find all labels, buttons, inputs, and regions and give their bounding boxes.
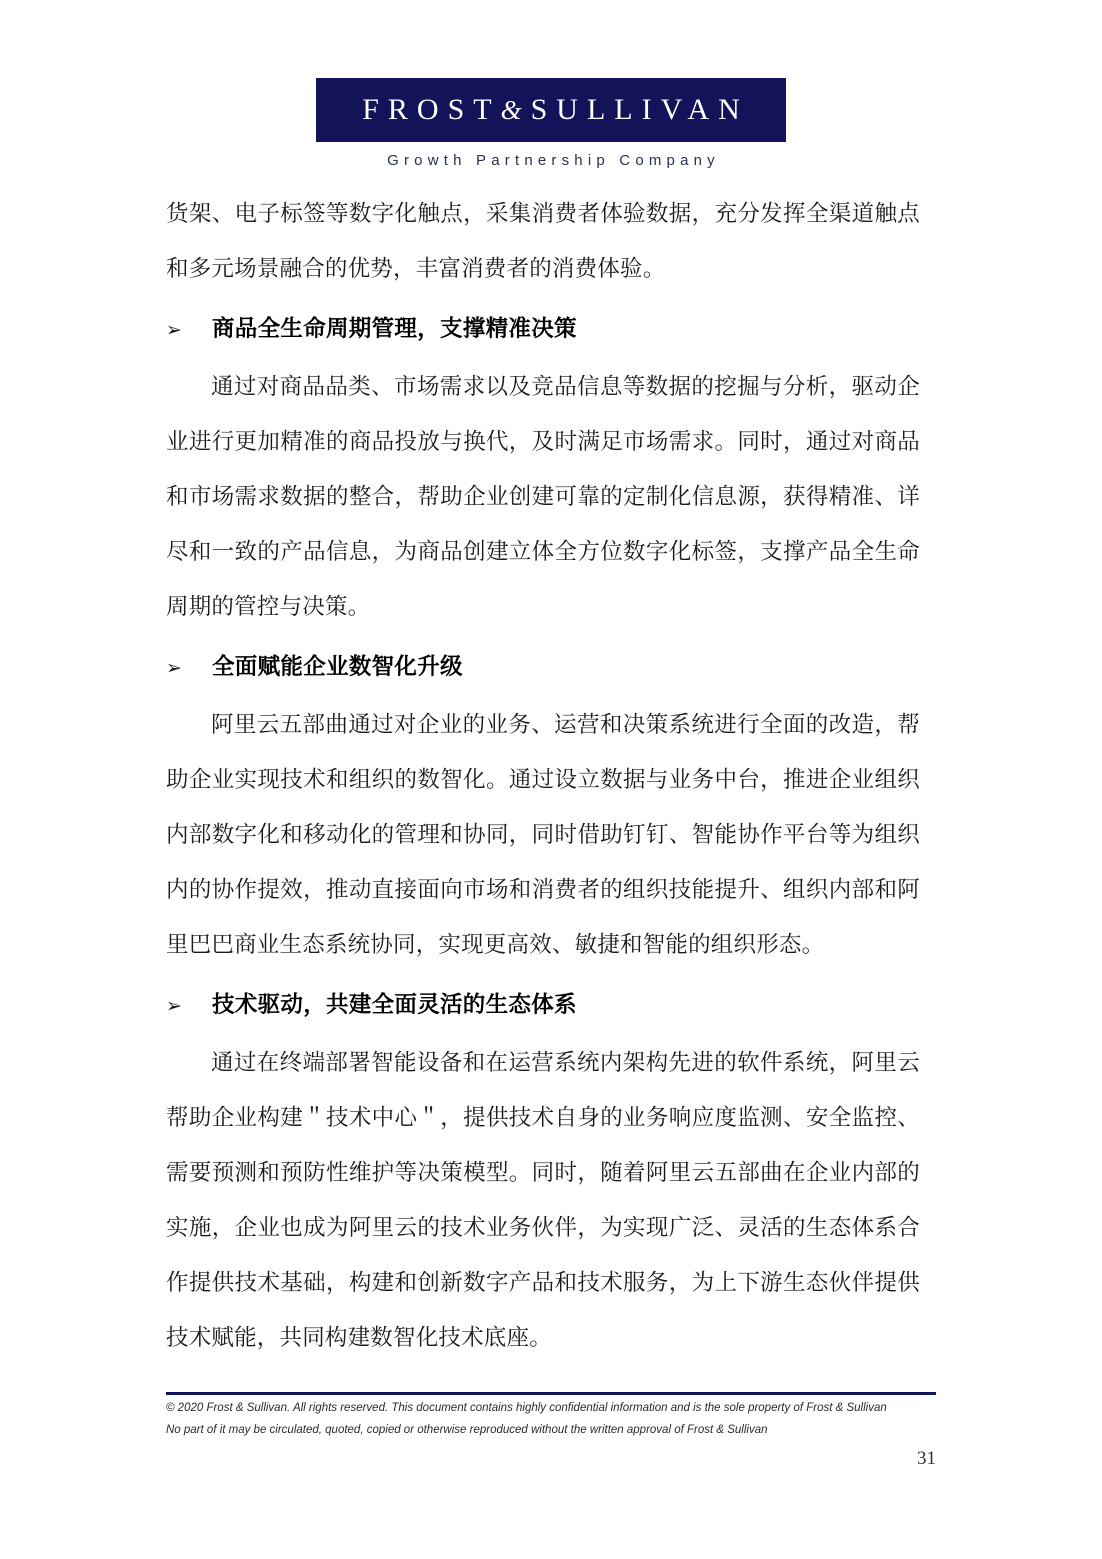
- logo-wordmark-sullivan: SULLIVAN: [530, 92, 749, 126]
- ampersand-icon: &: [500, 94, 531, 125]
- section-heading: 商品全生命周期管理，支撑精准决策: [212, 316, 577, 341]
- copyright-line-2: No part of it may be circulated, quoted, copied or otherwise reproduced without the written approval of Frost & Sullivan: [166, 1424, 768, 1436]
- arrow-bullet-icon: ➢: [166, 657, 182, 679]
- logo-wordmark-frost: FROST: [362, 92, 501, 126]
- intro-paragraph: 货架、电子标签等数字化触点，采集消费者体验数据，充分发挥全渠道触点和多元场景融合的优势，丰富消费者的消费体验。: [166, 201, 920, 281]
- section-paragraph: 通过在终端部署智能设备和在运营系统内架构先进的软件系统，阿里云帮助企业构建＂技术中心＂，提供技术自身的业务响应度监测、安全监控、需要预测和预防性维护等决策模型。同时，随着阿里云五部曲在企业内部的实施，企业也成为阿里云的技术业务伙伴，为实现广泛、灵活的生态体系合作提供技术基础，构建和创新数字产品和技术服务，为上下游生态伙伴提供技术赋能，共同构建数智化技术底座。: [166, 1050, 920, 1350]
- document-body: [166, 186, 920, 1369]
- section-heading-row: [166, 982, 920, 1029]
- arrow-bullet-icon: ➢: [166, 995, 182, 1017]
- page-footer: [166, 1392, 936, 1439]
- footer-divider: [166, 1392, 936, 1395]
- arrow-bullet-icon: ➢: [166, 319, 182, 341]
- section-heading-row: [166, 306, 920, 353]
- section-heading-row: [166, 644, 920, 691]
- page-number: 31: [917, 1448, 936, 1469]
- section-heading: 技术驱动，共建全面灵活的生态体系: [212, 992, 577, 1017]
- section-heading: 全面赋能企业数智化升级: [212, 654, 463, 679]
- logo-wordmark: [353, 92, 749, 126]
- section-paragraph: 通过对商品品类、市场需求以及竞品信息等数据的挖掘与分析，驱动企业进行更加精准的商品投放与换代，及时满足市场需求。同时，通过对商品和市场需求数据的整合，帮助企业创建可靠的定制化信息源，获得精准、详尽和一致的产品信息，为商品创建立体全方位数字化标签，支撑产品全生命周期的管控与决策。: [166, 374, 920, 619]
- section-paragraph: 阿里云五部曲通过对企业的业务、运营和决策系统进行全面的改造，帮助企业实现技术和组织的数智化。通过设立数据与业务中台，推进企业组织内部数字化和移动化的管理和协同，同时借助钉钉、智能协作平台等为组织内的协作提效，推动直接面向市场和消费者的组织技能提升、组织内部和阿里巴巴商业生态系统协同，实现更高效、敏捷和智能的组织形态。: [166, 712, 920, 957]
- copyright-line-1: © 2020 Frost & Sullivan. All rights reserved. This document contains highly confidential information and is the sole property of Frost & Sullivan: [166, 1402, 887, 1414]
- logo-tagline: Growth Partnership Company: [387, 152, 720, 169]
- report-logo-header: [0, 78, 1102, 169]
- frost-sullivan-logo-block: [316, 78, 786, 142]
